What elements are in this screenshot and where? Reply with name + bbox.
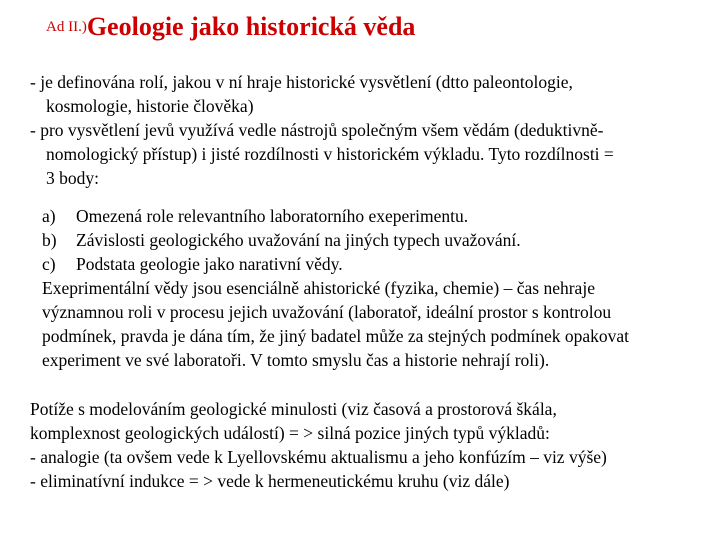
list-marker: a) bbox=[42, 206, 56, 226]
paragraph-line: významnou roli v procesu jejich uvažování (laboratoř, ideální prostor s kontrolou bbox=[42, 302, 612, 322]
intro-line: - pro vysvětlení jevů využívá vedle nástrojů společným všem vědám (deduktivně- bbox=[30, 120, 604, 140]
list-marker: c) bbox=[42, 254, 56, 274]
intro-block bbox=[30, 70, 614, 190]
conclusion-line: komplexnost geologických událostí) = > silná pozice jiných typů výkladů: bbox=[30, 423, 550, 443]
intro-line: - je definována rolí, jakou v ní hraje historické vysvětlení (dtto paleontologie, bbox=[30, 72, 573, 92]
list-item-text: Podstata geologie jako narativní vědy. bbox=[76, 254, 343, 274]
list-item bbox=[42, 252, 629, 276]
title-main: Geologie jako historická věda bbox=[86, 12, 416, 41]
list-item-text: Závislosti geologického uvažování na jiných typech uvažování. bbox=[76, 230, 521, 250]
list-item bbox=[42, 204, 629, 228]
conclusion-line: - eliminatívní indukce = > vede k hermeneutickému kruhu (viz dále) bbox=[30, 471, 510, 491]
intro-line: 3 body: bbox=[46, 168, 99, 188]
title-prefix: Ad II.) bbox=[46, 19, 87, 35]
intro-line: nomologický přístup) i jisté rozdílnosti v historickém výkladu. Tyto rozdílnosti = bbox=[46, 144, 614, 164]
conclusion-block bbox=[30, 397, 607, 493]
list-item bbox=[42, 228, 629, 252]
paragraph-line: Exeprimentální vědy jsou esenciálně ahistorické (fyzika, chemie) – čas nehraje bbox=[42, 278, 595, 298]
list-item-text: Omezená role relevantního laboratorního exeperimentu. bbox=[76, 206, 469, 226]
conclusion-line: - analogie (ta ovšem vede k Lyellovskému aktualismu a jeho konfúzím – viz výše) bbox=[30, 447, 607, 467]
conclusion-line: Potíže s modelováním geologické minulosti (viz časová a prostorová škála, bbox=[30, 399, 557, 419]
points-block bbox=[42, 204, 629, 372]
paragraph-line: podmínek, pravda je dána tím, že jiný badatel může za stejných podmínek opakovat bbox=[42, 326, 630, 346]
intro-line: kosmologie, historie člověka) bbox=[46, 96, 254, 116]
slide-title bbox=[46, 12, 415, 42]
paragraph-line: experiment ve své laboratoři. V tomto smyslu čas a historie nehrají roli). bbox=[42, 350, 550, 370]
list-marker: b) bbox=[42, 230, 57, 250]
